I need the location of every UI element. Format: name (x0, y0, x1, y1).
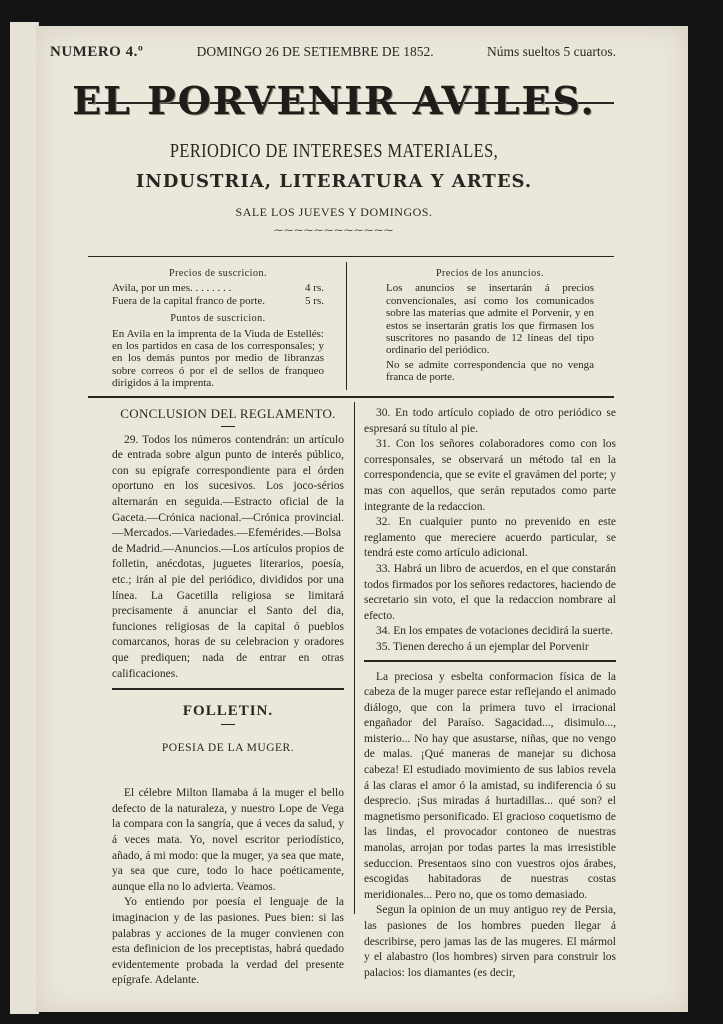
heading-rule (221, 426, 235, 427)
right-folletin-rule (364, 660, 616, 662)
masthead-top-line (50, 44, 616, 61)
regulation-article: 35. Tienen derecho á un ejemplar del Porvenir (376, 640, 589, 653)
info-rule-top (88, 256, 614, 257)
regulation-heading: CONCLUSION DEL REGLAMENTO. (120, 406, 336, 421)
price-row-value: 5 rs. (305, 294, 324, 307)
right-column (364, 406, 616, 981)
regulation-article: 31. Con los señores colaboradores como con los corresponsales, se observará un método tal en la correspondencia, que se evite el gravámen del porte; y mas con aquellos, que serán reputados como parte integrante de la redaccion. (364, 438, 616, 513)
issue-number: NUMERO 4.º (50, 44, 144, 60)
ads-box (386, 268, 594, 384)
folletin-small-rule (221, 724, 235, 725)
price-row-label: Fuera de la capital franco de porte. (112, 294, 266, 307)
newspaper-subtitle: PERIODICO DE INTERESES MATERIALES, (169, 140, 499, 162)
regulation-article: 32. En cualquier punto no prevenido en este reglamento que mereciere acuerdo particular, se tendrá este como artículo adicional. (364, 516, 616, 560)
subscription-points-text: En Avila en la imprenta de la Viuda de Estellés: en los partidos en casa de los corresponsales; y en los demás puntos por medio de libranzas sobre correos ó por el de sellos de franqueo dirigidos á la imprenta. (112, 327, 324, 390)
ads-text: Los anuncios se insertarán á precios convencionales, así como los comunicados sobre las materias que admite el Porvenir, y en estos se insertarán gratis los que firmasen los suscritores no pasando de 12 líneas del tipo ordinario del periódico. (386, 282, 594, 357)
info-rule-bottom (88, 396, 614, 398)
subscription-box (112, 268, 324, 390)
folletin-paragraph: Yo entiendo por poesía el lenguaje de la imaginacion y de las pasiones. Pues bien: si las palabras y acciones de la muger convienen con esta definicion de los preceptistas, habrá quedado evidentemente probada la verdad del presente epígrafe. Adelante. (112, 896, 344, 987)
subscription-prices-heading: Precios de suscricion. (169, 268, 267, 279)
ornament-divider: ⁓⁓⁓⁓⁓⁓⁓⁓⁓⁓⁓⁓ (274, 226, 394, 236)
regulation-article: 30. En todo artículo copiado de otro periódico se espresará su título al pie. (364, 407, 616, 435)
regulation-paragraph: 29. Todos los números contendrán: un artículo de entrada sobre algun punto de interés público, con su epígrafe correspondiente para el órden oportuno en los sucesivos. Los joco-sérios alternarán en seguida.—Estracto oficial de la Gaceta.—Crónica nacional.—Crónica provincial.—Mercados.—Variedades.—Efemérides.—Bolsa de Madrid.—Anuncios.—Los artículos propios de folletin, anécdotas, juguetes literarios, poesía, etc.; irán al pie del periódico, divididos por una línea. La Gacetilla religiosa se limitará precisamente á anunciar el Santo del dia, funciones religiosas de la capital ó pueblos comarcanos, horas de su celebracion y oradores que prediquen; nada de entrar en otras calificaciones. (112, 433, 344, 680)
newspaper-subtitle-2: INDUSTRIA, LITERATURA Y ARTES. (135, 171, 533, 192)
issue-date: DOMINGO 26 DE SETIEMBRE DE 1852. (196, 44, 434, 59)
ads-heading: Precios de los anuncios. (435, 268, 545, 279)
ads-text-2: No se admite correspondencia que no venga franca de porte. (386, 358, 594, 384)
info-column-divider (346, 262, 347, 390)
folletin-paragraph: El célebre Milton llamaba á la muger el bello defecto de la naturaleza, y nuestro Lope de Vega la compara con la sangría, que á veces da salud, y á veces mata. Yo, novel escritor periodístico, añado, á mi modo: que la muger, ya sea que mate, ya sea que cure, todo lo hace poéticamente, aunque ella no lo advierta. Veamos. (112, 787, 344, 893)
publication-schedule: SALE LOS JUEVES Y DOMINGOS. (235, 205, 433, 219)
price-row-value: 4 rs. (305, 282, 324, 295)
left-column (112, 406, 344, 989)
price-row (112, 295, 324, 307)
subscription-points-heading: Puntos de suscricion. (170, 313, 266, 325)
main-column-divider (354, 402, 355, 914)
page-edge (10, 22, 39, 1014)
folletin-rule (112, 688, 344, 690)
issue-price: Núms sueltos 5 cuartos. (487, 44, 616, 59)
price-row (112, 282, 324, 294)
poem-title: POESIA DE LA MUGER. (161, 741, 295, 754)
regulation-article: 33. Habrá un libro de acuerdos, en el que constarán todos firmados por los señores redactores, haciendo de secretario sin voto, el que la redaccion nombrare al efecto. (364, 562, 616, 622)
price-row-label: Avila, por un mes. . . . . . . . (112, 282, 232, 295)
regulation-article: 34. En los empates de votaciones decidirá la suerte. (376, 625, 613, 638)
folletin-paragraph: Segun la opinion de un muy antiguo rey de Persia, las pasiones de los hombres pueden llegar á describirse, pero jamas las de las mugeres. El mármol y el alabastro (los hombres) sirven para construir los palacios: los diamantes (es decir, (364, 904, 616, 979)
folletin-paragraph: La preciosa y esbelta conformacion física de la cabeza de la muger parece estar reflejando el animado diálogo, que con la primera tuvo el irracional engañador del Paraíso. Sagacidad..., disimulo..., misterio... No hay que asustarse, niñas, que no vengo de malas. ¡Qué maneras de manejar su dichosa cabeza! El estudiado movimiento de sus labios revela á las claras el amor ó la amistad, su indiferencia ó su desprecio. ¡Sus miradas á hurtadillas... qué son? el magnetismo personificado. El gracioso coquetismo de las lindas, el provocador contoneo de nuestras manolas, arrojan por todas partes la mas irresistible seduccion. Presentaos sino con vuestros ojos árabes, escogidas habitadoras de nuestras costas meridionales... Pero no, que os tomo demasiado. (364, 670, 616, 901)
newspaper-title: EL PORVENIR AVILES. (72, 78, 596, 123)
folletin-heading: FOLLETIN. (182, 703, 274, 720)
